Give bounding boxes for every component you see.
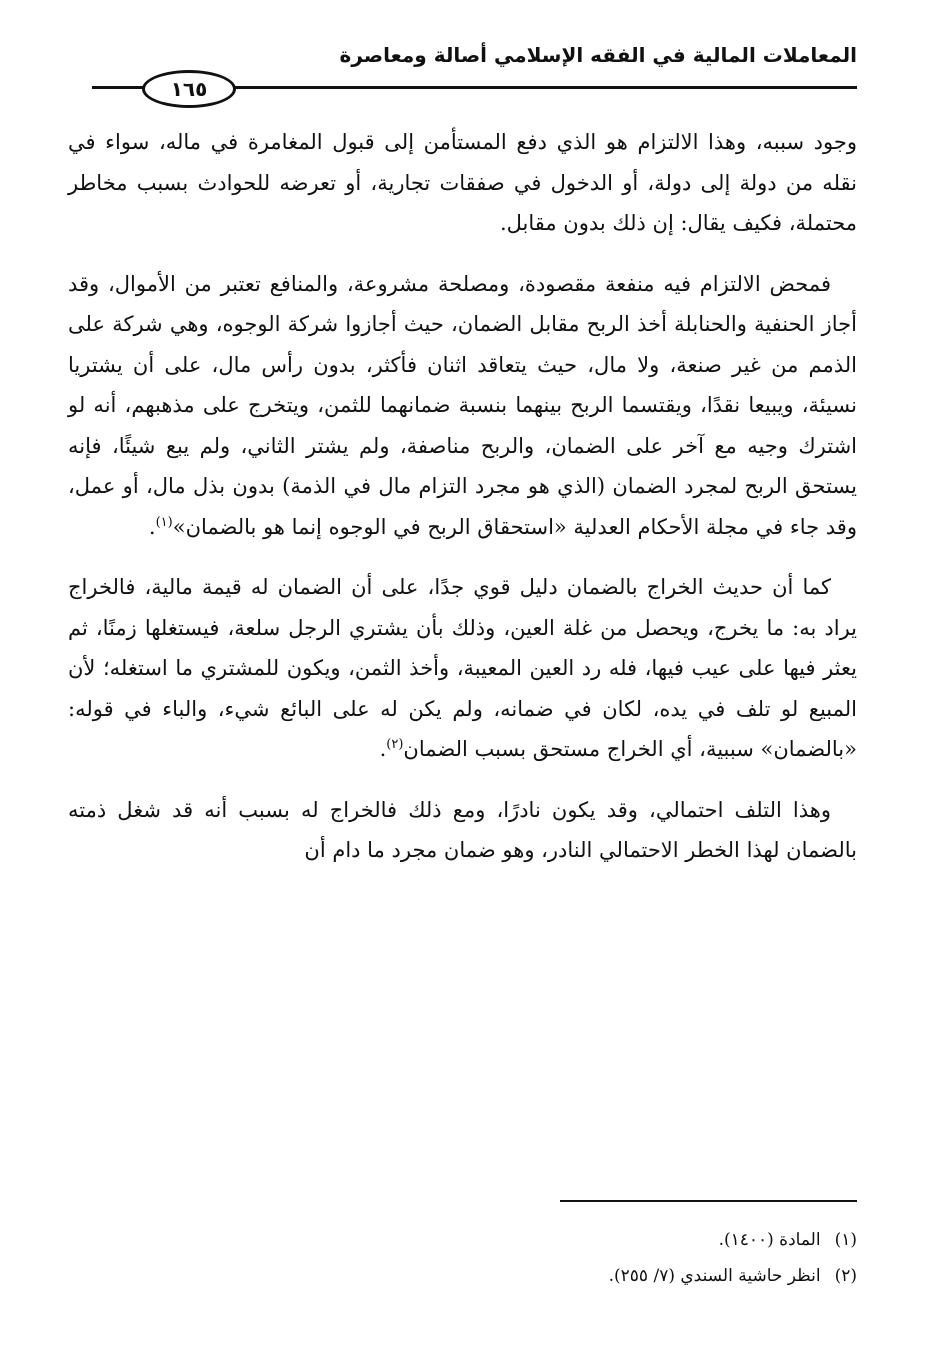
paragraph-2-text: فمحض الالتزام فيه منفعة مقصودة، ومصلحة مشروعة، والمنافع تعتبر من الأموال، وقد أجاز الحنفية والحنابلة أخذ الربح مقابل الضمان، حيث أجازوا شركة الوجوه، وهي شركة على الذمم من غير صنعة، ولا مال، حيث يتعاقد اثنان فأكثر، بدون رأس مال، على أن يشتريا نسيئة، ويبيعا نقدًا، ويقتسما الربح بينهما بنسبة ضمانهما للثمن، ويتخرج على مذهبهم، أنه لو اشترك وجيه مع آخر على الضمان، والربح مناصفة، ولم يشتر الثاني، ولم يبع شيئًا، فإنه يستحق الربح لمجرد الضمان (الذي هو مجرد التزام مال في الذمة) بدون بذل مال، أو عمل، وقد جاء في مجلة الأحكام العدلية «استحقاق الربح في الوجوه إنما هو بالضمان» (68, 271, 857, 539)
running-title: المعاملات المالية في الفقه الإسلامي أصالة ومعاصرة (339, 43, 857, 67)
footnote-1-text: المادة (١٤٠٠). (718, 1230, 821, 1250)
main-text (68, 122, 857, 891)
footnotes (68, 1222, 857, 1294)
paragraph-1: وجود سببه، وهذا الالتزام هو الذي دفع المستأمن إلى قبول المغامرة في ماله، سواء في نقله من دولة إلى دولة، أو الدخول في صفقات تجارية، أو تعرضه للحوادث بسبب مخاطر محتملة، فكيف يقال: إن ذلك بدون مقابل. (68, 130, 857, 235)
footnote-1-mark: (١) (834, 1230, 857, 1250)
paragraph-4: وهذا التلف احتمالي، وقد يكون نادرًا، ومع ذلك فالخراج له بسبب أنه قد شغل ذمته بالضمان لهذا الخطر الاحتمالي النادر، وهو ضمان مجرد ما دام أن (68, 797, 857, 862)
footnote-2-text: انظر حاشية السندي (٧/ ٢٥٥). (608, 1266, 821, 1286)
footnote-ref-1: (١) (155, 514, 173, 530)
footnote-2-mark: (٢) (834, 1266, 857, 1286)
footnote-1 (68, 1222, 857, 1258)
paragraph-3 (68, 567, 857, 770)
paragraph-2 (68, 264, 857, 548)
paragraph-3-text: كما أن حديث الخراج بالضمان دليل قوي جدًا، على أن الضمان له قيمة مالية، فالخراج يراد به: ما يخرج، ويحصل من غلة العين، وذلك بأن يشتري الرجل سلعة، فيستغلها زمنًا، ثم يعثر فيها على عيب فيها، فله رد العين المعيبة، وأخذ الثمن، ويكون للمشتري ما استغله؛ لأن المبيع لو تلف في يده، لكان في ضمانه، ولم يكن له على البائع شيء، والباء في قوله: «بالضمان» سببية، أي الخراج مستحق بسبب الضمان (68, 575, 857, 761)
page-number: ١٦٥ (142, 70, 236, 108)
footnote-rule (560, 1200, 857, 1202)
paragraph-3-end: . (379, 737, 387, 761)
footnote-ref-2: (٢) (386, 737, 404, 752)
footnote-2 (68, 1258, 857, 1294)
paragraph-2-end: . (148, 514, 156, 539)
